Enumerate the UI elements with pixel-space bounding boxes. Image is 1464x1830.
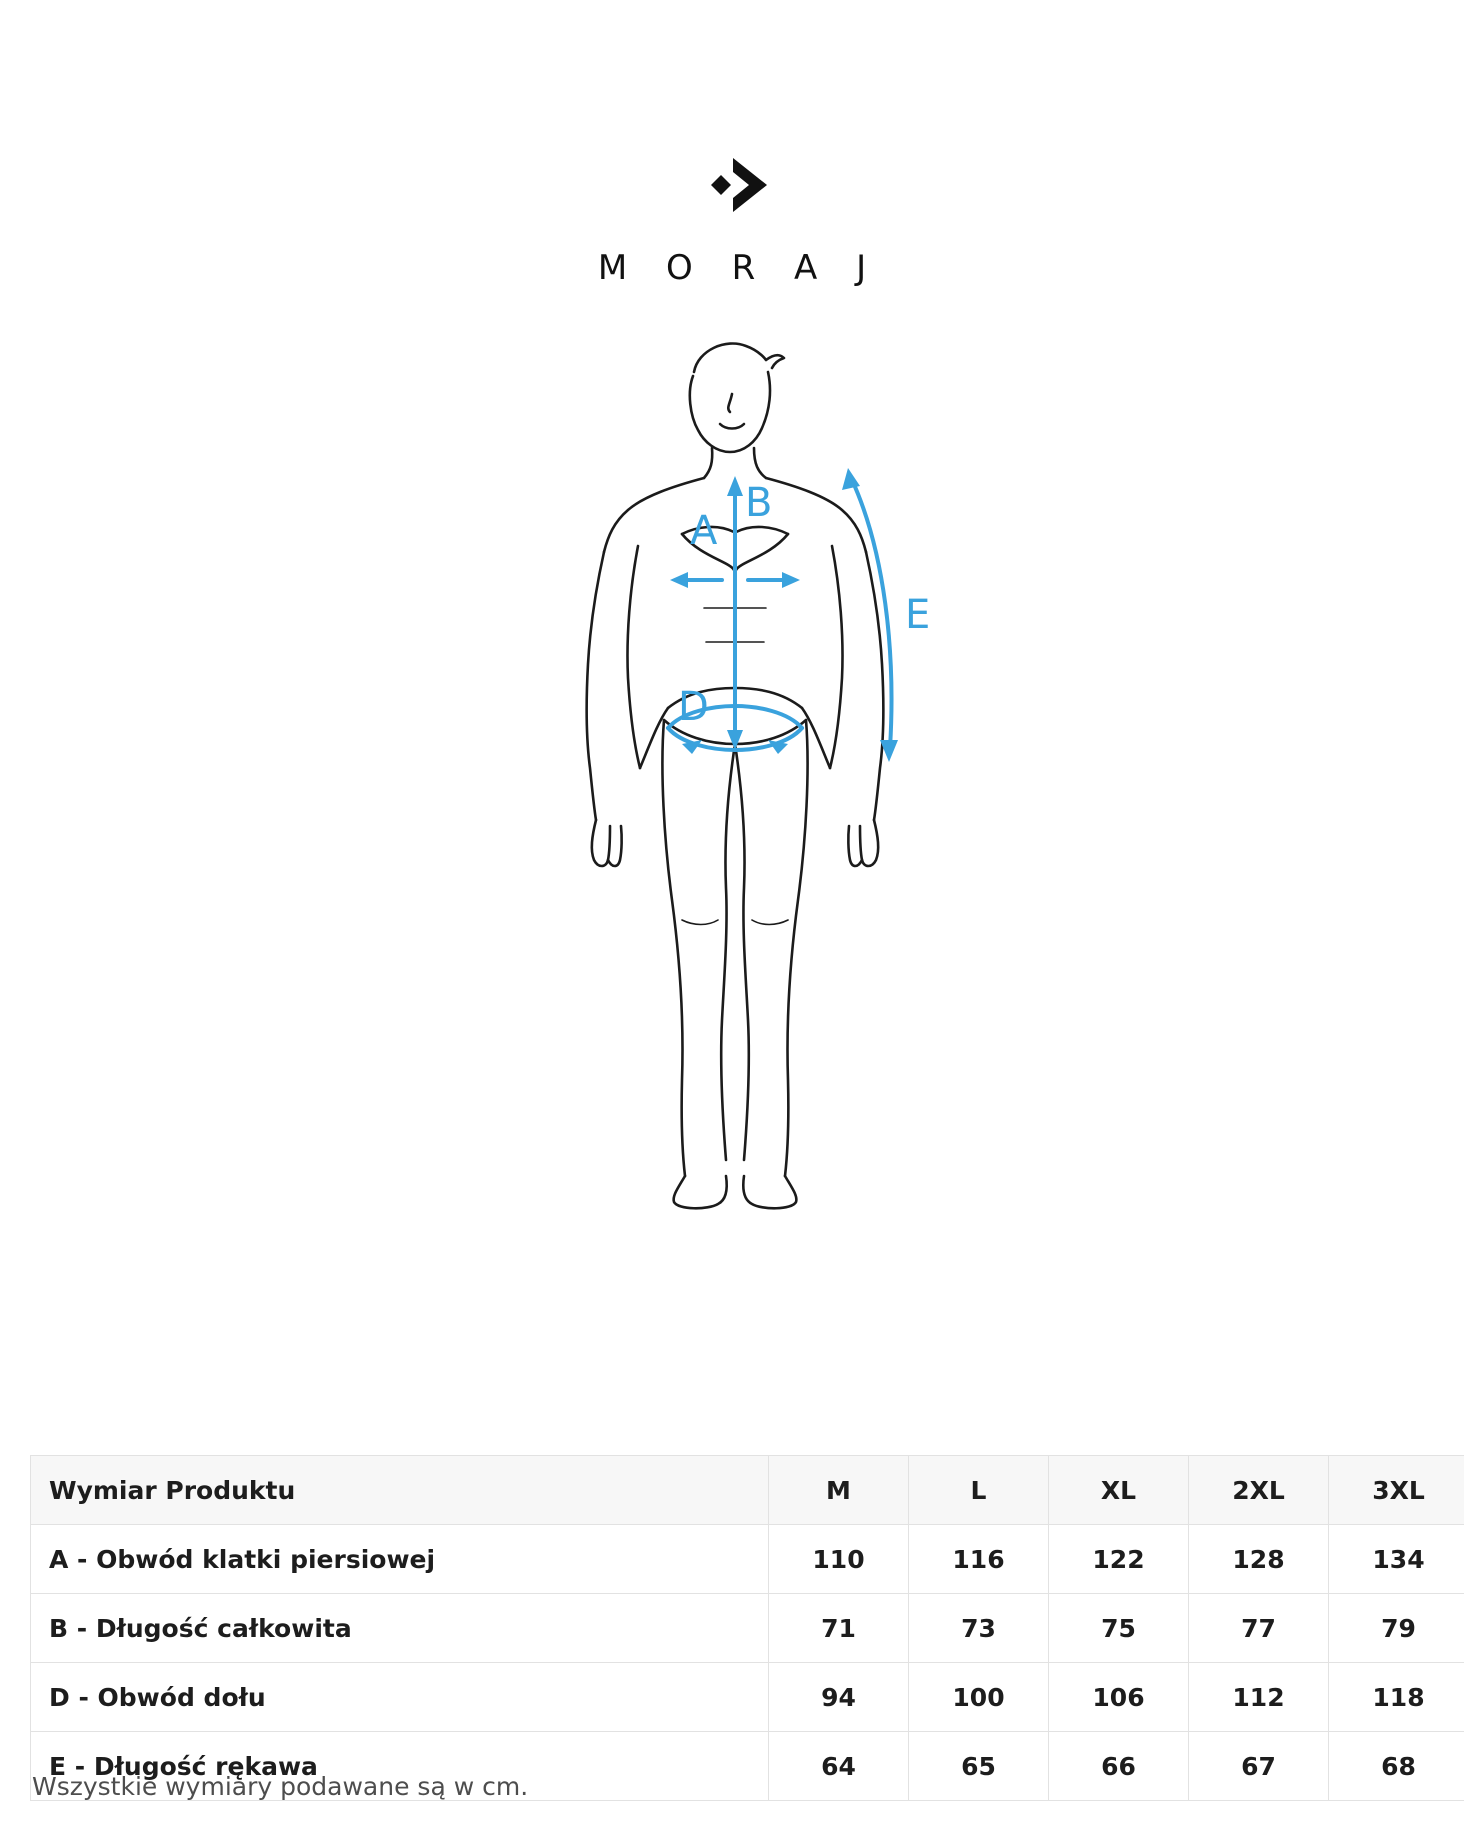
row-b-3xl: 79 bbox=[1329, 1594, 1464, 1663]
size-table-container bbox=[30, 1455, 1434, 1801]
body-figure-svg bbox=[382, 320, 1082, 1220]
header-size-3xl: 3XL bbox=[1329, 1456, 1464, 1525]
row-e-m: 64 bbox=[769, 1732, 909, 1801]
table-row bbox=[31, 1594, 1464, 1663]
row-d-3xl: 118 bbox=[1329, 1663, 1464, 1732]
units-footnote: Wszystkie wymiary podawane są w cm. bbox=[32, 1772, 529, 1801]
row-e-3xl: 68 bbox=[1329, 1732, 1464, 1801]
table-row bbox=[31, 1525, 1464, 1594]
row-label-d: D - Obwód dołu bbox=[31, 1663, 769, 1732]
table-header-row bbox=[31, 1456, 1464, 1525]
row-a-3xl: 134 bbox=[1329, 1525, 1464, 1594]
row-d-m: 94 bbox=[769, 1663, 909, 1732]
table-row bbox=[31, 1663, 1464, 1732]
row-label-e: E - Długość rękawa bbox=[31, 1732, 769, 1801]
marker-label-b: B bbox=[745, 480, 773, 526]
row-b-l: 73 bbox=[909, 1594, 1049, 1663]
brand-name: M O R A J bbox=[597, 248, 881, 288]
header-size-xl: XL bbox=[1049, 1456, 1189, 1525]
brand-logo-icon bbox=[677, 150, 787, 220]
marker-label-a: A bbox=[690, 508, 718, 554]
header-size-2xl: 2XL bbox=[1189, 1456, 1329, 1525]
row-d-l: 100 bbox=[909, 1663, 1049, 1732]
row-a-m: 110 bbox=[769, 1525, 909, 1594]
row-a-xl: 122 bbox=[1049, 1525, 1189, 1594]
row-b-2xl: 77 bbox=[1189, 1594, 1329, 1663]
header-size-l: L bbox=[909, 1456, 1049, 1525]
row-b-m: 71 bbox=[769, 1594, 909, 1663]
row-b-xl: 75 bbox=[1049, 1594, 1189, 1663]
row-label-b: B - Długość całkowita bbox=[31, 1594, 769, 1663]
row-a-l: 116 bbox=[909, 1525, 1049, 1594]
header-measure-label: Wymiar Produktu bbox=[31, 1456, 769, 1525]
marker-label-e: E bbox=[905, 592, 931, 638]
row-e-l: 65 bbox=[909, 1732, 1049, 1801]
header-size-m: M bbox=[769, 1456, 909, 1525]
row-label-a: A - Obwód klatki piersiowej bbox=[31, 1525, 769, 1594]
row-a-2xl: 128 bbox=[1189, 1525, 1329, 1594]
marker-label-d: D bbox=[678, 684, 709, 730]
brand-header bbox=[0, 150, 1464, 288]
measurement-diagram bbox=[0, 320, 1464, 1220]
size-table bbox=[30, 1455, 1464, 1801]
row-e-xl: 66 bbox=[1049, 1732, 1189, 1801]
row-e-2xl: 67 bbox=[1189, 1732, 1329, 1801]
row-d-xl: 106 bbox=[1049, 1663, 1189, 1732]
row-d-2xl: 112 bbox=[1189, 1663, 1329, 1732]
